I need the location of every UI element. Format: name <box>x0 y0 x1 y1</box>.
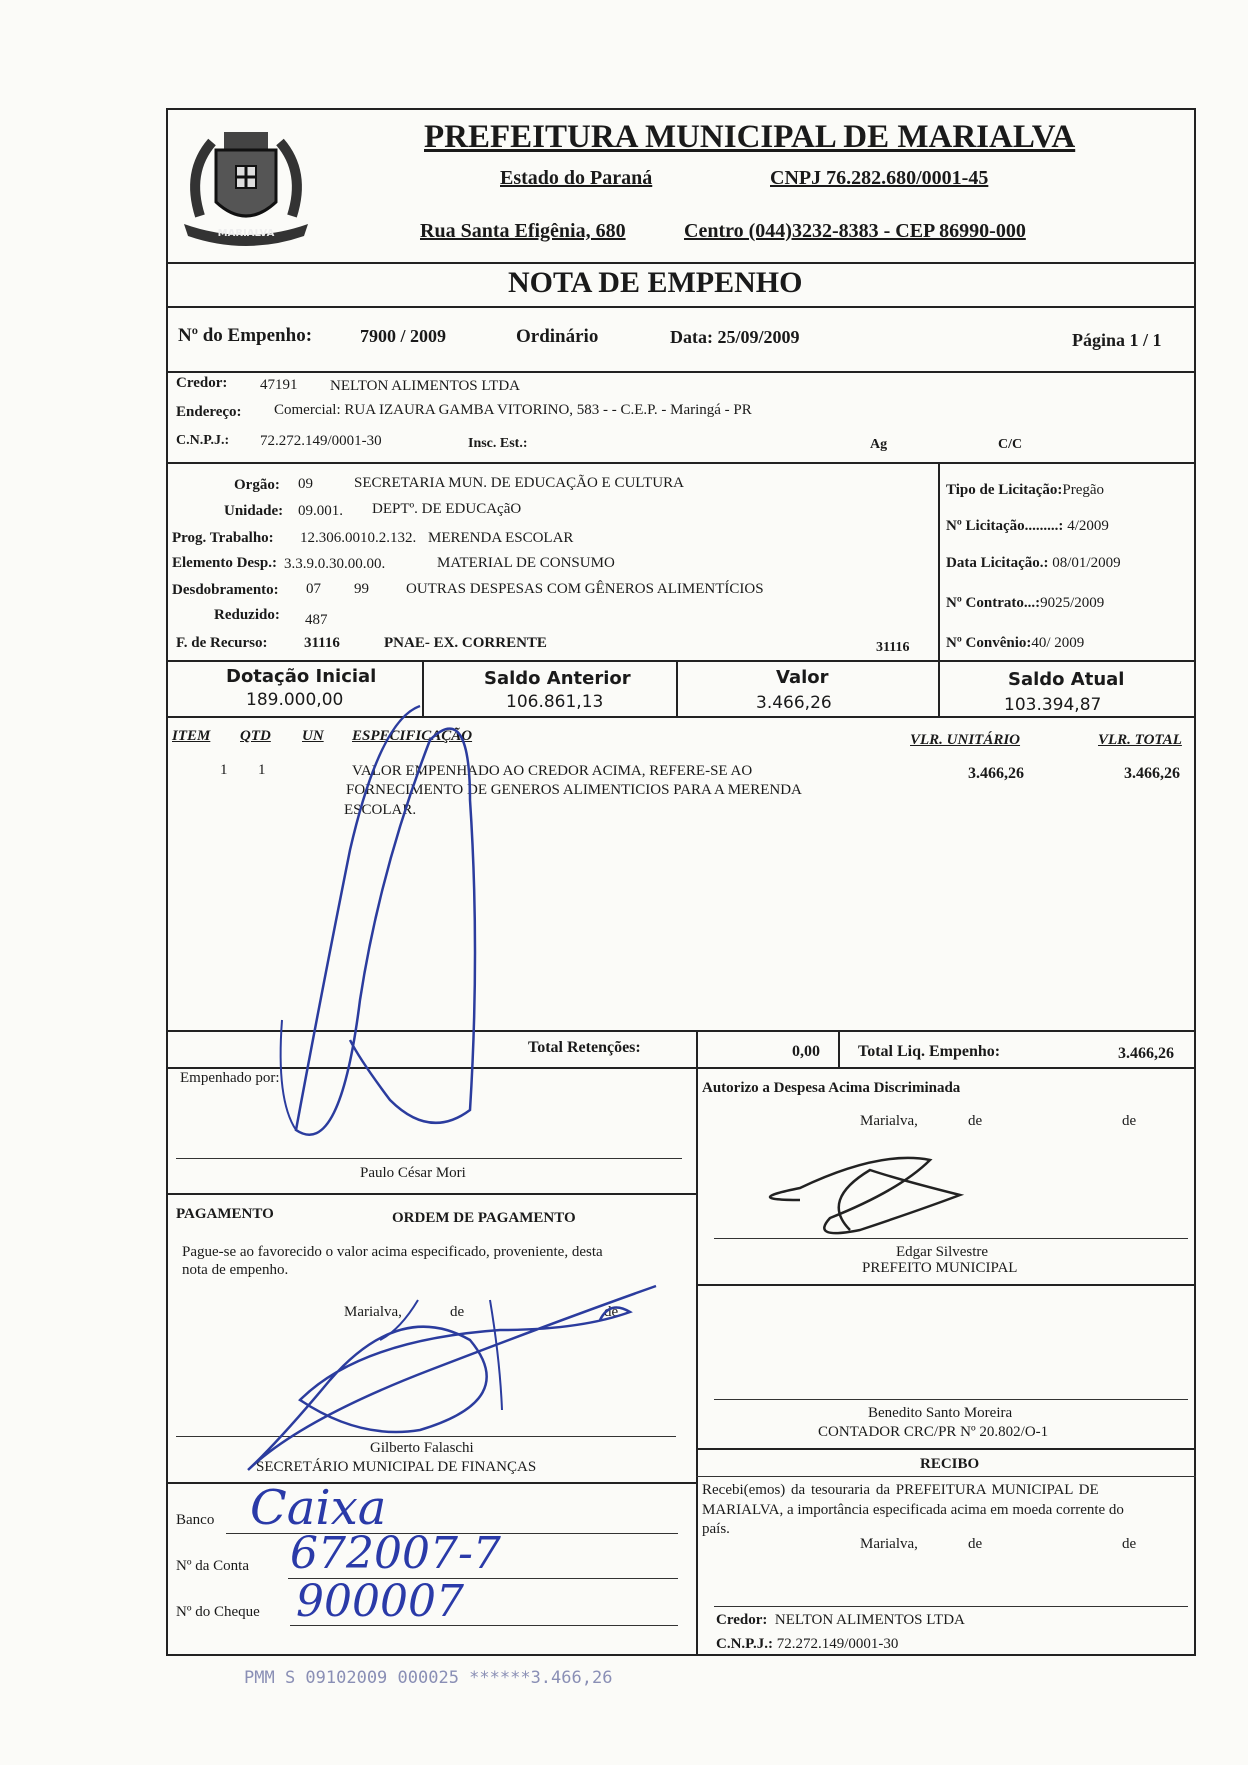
cheque-label: Nº do Cheque <box>176 1604 260 1620</box>
recibo-line-3: país. <box>702 1521 730 1537</box>
desdobramento-label: Desdobramento: <box>172 582 279 598</box>
col-qtd: QTD <box>240 728 271 744</box>
numero-contrato-label: Nº Contrato...: <box>946 595 1041 611</box>
dotacao-value: 189.000,00 <box>246 690 344 710</box>
item-row-vlr-total: 3.466,26 <box>1124 765 1180 782</box>
total-liq-label: Total Liq. Empenho: <box>858 1043 1001 1060</box>
empenhado-name: Paulo César Mori <box>360 1165 466 1181</box>
pagamento-marialva: Marialva, <box>344 1304 402 1320</box>
credor-code: 47191 <box>260 377 298 393</box>
numero-convenio-value: 40/ 2009 <box>1031 635 1085 651</box>
numero-convenio <box>946 635 1084 652</box>
unidade-value: 09.001. <box>298 503 343 519</box>
elemento-value: 3.3.9.0.30.00.00. <box>284 556 386 572</box>
data-licitacao-label: Data Licitação.: <box>946 555 1049 571</box>
recibo-de-1: de <box>968 1536 983 1552</box>
municipality-title: PREFEITURA MUNICIPAL DE MARIALVA <box>424 119 1076 155</box>
secretario-name: Gilberto Falaschi <box>370 1440 474 1456</box>
municipal-coat-of-arms-logo <box>172 112 320 254</box>
col-vlr-unitario: VLR. UNITÁRIO <box>910 732 1021 748</box>
prefeito-title: PREFEITO MUNICIPAL <box>862 1260 1018 1276</box>
col-especificacao: ESPECIFICAÇÃO <box>352 728 473 744</box>
col-un: UN <box>302 728 324 744</box>
empenho-number-label: Nº do Empenho: <box>178 325 313 346</box>
recibo-title: RECIBO <box>920 1456 980 1472</box>
data-licitacao-value: 08/01/2009 <box>1052 555 1121 571</box>
autorizo-de-2: de <box>1122 1113 1137 1129</box>
numero-convenio-label: Nº Convênio: <box>946 635 1032 651</box>
recibo-credor-value: NELTON ALIMENTOS LTDA <box>774 1612 965 1628</box>
contador-name: Benedito Santo Moreira <box>868 1405 1013 1421</box>
numero-licitacao <box>946 518 1109 535</box>
orgao-value: 09 <box>298 476 313 492</box>
recibo-cnpj <box>716 1636 898 1653</box>
ag-label: Ag <box>870 437 888 452</box>
prefeito-name: Edgar Silvestre <box>896 1244 989 1260</box>
empenho-type: Ordinário <box>516 326 599 347</box>
endereco-value: Comercial: RUA IZAURA GAMBA VITORINO, 583 - - C.E.P. - Maringá - PR <box>274 402 752 418</box>
pague-line-2: nota de empenho. <box>182 1262 289 1278</box>
item-row-spec-3: ESCOLAR. <box>344 802 417 818</box>
recurso-label: F. de Recurso: <box>176 635 268 651</box>
banco-value: Caixa <box>250 1480 387 1536</box>
prog-trabalho-value: 12.306.0010.2.132. <box>300 530 417 546</box>
item-row-spec-1: VALOR EMPENHADO AO CREDOR ACIMA, REFERE-SE AO <box>352 763 753 779</box>
recurso-code-right: 31116 <box>876 640 910 655</box>
payment-stamp: PMM S 09102009 000025 ******3.466,26 <box>244 1668 613 1688</box>
desdobramento-desc: OUTRAS DESPESAS COM GÊNEROS ALIMENTÍCIOS <box>406 581 764 597</box>
contador-title: CONTADOR CRC/PR Nº 20.802/O-1 <box>818 1424 1049 1440</box>
recibo-cnpj-value: 72.272.149/0001-30 <box>776 1636 899 1652</box>
pagamento-de-1: de <box>450 1304 465 1320</box>
recurso-value: 31116 <box>304 635 340 651</box>
conta-value: 672007-7 <box>290 1528 501 1579</box>
svg-text:MARIALVA: MARIALVA <box>217 228 275 239</box>
elemento-label: Elemento Desp.: <box>172 555 277 571</box>
cnpj-label-credor: C.N.P.J.: <box>176 433 230 448</box>
cnpj-value-credor: 72.272.149/0001-30 <box>260 433 382 449</box>
tipo-licitacao-value: Pregão <box>1062 482 1105 498</box>
total-liq-value: 3.466,26 <box>1118 1045 1174 1062</box>
dotacao-label: Dotação Inicial <box>226 666 377 687</box>
col-item: ITEM <box>172 728 211 744</box>
item-row-vlr-unitario: 3.466,26 <box>968 765 1024 782</box>
conta-label: Nº da Conta <box>176 1558 249 1574</box>
desdobramento-value2: 99 <box>354 581 369 597</box>
cheque-value: 900007 <box>296 1576 464 1627</box>
page-number: Página 1 / 1 <box>1072 330 1162 350</box>
credor-name: NELTON ALIMENTOS LTDA <box>330 378 521 394</box>
endereco-label: Endereço: <box>176 404 242 420</box>
state-label: Estado do Paraná <box>500 167 653 189</box>
cnpj-label: CNPJ 76.282.680/0001-45 <box>770 167 989 189</box>
tipo-licitacao <box>946 482 1104 499</box>
pagamento-label: PAGAMENTO <box>176 1206 274 1222</box>
address-rest: Centro (044)3232-8383 - CEP 86990-000 <box>684 220 1026 242</box>
empenho-number-value: 7900 / 2009 <box>360 326 447 346</box>
orgao-label: Orgão: <box>234 477 280 493</box>
ordem-pagamento-label: ORDEM DE PAGAMENTO <box>392 1210 576 1226</box>
recibo-de-2: de <box>1122 1536 1137 1552</box>
saldo-atual-label: Saldo Atual <box>1008 669 1125 690</box>
valor-label: Valor <box>776 667 829 688</box>
recibo-credor <box>716 1612 965 1629</box>
recibo-credor-label: Credor: <box>716 1612 768 1628</box>
col-vlr-total: VLR. TOTAL <box>1098 732 1182 748</box>
autorizo-de-1: de <box>968 1113 983 1129</box>
recibo-marialva: Marialva, <box>860 1536 918 1552</box>
recibo-cnpj-label: C.N.P.J.: <box>716 1636 773 1652</box>
valor-value: 3.466,26 <box>756 693 832 713</box>
unidade-label: Unidade: <box>224 503 284 519</box>
elemento-desc: MATERIAL DE CONSUMO <box>437 555 615 571</box>
saldo-anterior-label: Saldo Anterior <box>484 668 631 689</box>
numero-licitacao-label: Nº Licitação.........: <box>946 518 1064 534</box>
insc-est-label: Insc. Est.: <box>468 436 528 451</box>
banco-label: Banco <box>176 1512 215 1528</box>
desdobramento-value1: 07 <box>306 581 321 597</box>
recibo-line-1: Recebi(emos) da tesouraria da PREFEITURA MUNICIPAL DE <box>702 1482 1099 1498</box>
secretario-title: SECRETÁRIO MUNICIPAL DE FINANÇAS <box>256 1459 537 1475</box>
item-row-item: 1 <box>220 762 228 778</box>
numero-licitacao-value: 4/2009 <box>1067 518 1109 534</box>
document-title: NOTA DE EMPENHO <box>508 266 803 299</box>
pagamento-de-2: de <box>604 1304 619 1320</box>
credor-label: Credor: <box>176 375 228 391</box>
numero-contrato <box>946 595 1104 612</box>
recurso-desc: PNAE- EX. CORRENTE <box>384 635 547 651</box>
prog-trabalho-label: Prog. Trabalho: <box>172 530 274 546</box>
reduzido-value: 487 <box>305 612 328 628</box>
pague-line-1: Pague-se ao favorecido o valor acima especificado, proveniente, desta <box>182 1244 603 1260</box>
unidade-desc: DEPTº. DE EDUCAçãO <box>372 501 522 517</box>
address-street: Rua Santa Efigênia, 680 <box>420 220 626 242</box>
reduzido-label: Reduzido: <box>214 607 280 623</box>
saldo-anterior-value: 106.861,13 <box>506 692 604 712</box>
autorizo-marialva: Marialva, <box>860 1113 918 1129</box>
prog-trabalho-desc: MERENDA ESCOLAR <box>428 530 574 546</box>
empenho-date: Data: 25/09/2009 <box>670 327 800 347</box>
item-row-spec-2: FORNECIMENTO DE GENEROS ALIMENTICIOS PARA A MERENDA <box>346 782 802 798</box>
cc-label: C/C <box>998 437 1023 452</box>
saldo-atual-value: 103.394,87 <box>1004 695 1102 715</box>
orgao-desc: SECRETARIA MUN. DE EDUCAÇÃO E CULTURA <box>354 475 684 491</box>
tipo-licitacao-label: Tipo de Licitação: <box>946 482 1063 498</box>
data-licitacao <box>946 555 1121 572</box>
numero-contrato-value: 9025/2009 <box>1040 595 1105 611</box>
autorizo-label: Autorizo a Despesa Acima Discriminada <box>702 1080 961 1096</box>
total-retencoes-label: Total Retenções: <box>528 1039 641 1056</box>
item-row-qtd: 1 <box>258 762 266 778</box>
total-retencoes-value: 0,00 <box>792 1043 820 1060</box>
empenhado-por-label: Empenhado por: <box>180 1070 280 1086</box>
recibo-line-2: MARIALVA, a importância especificada acima em moeda corrente do <box>702 1502 1124 1518</box>
